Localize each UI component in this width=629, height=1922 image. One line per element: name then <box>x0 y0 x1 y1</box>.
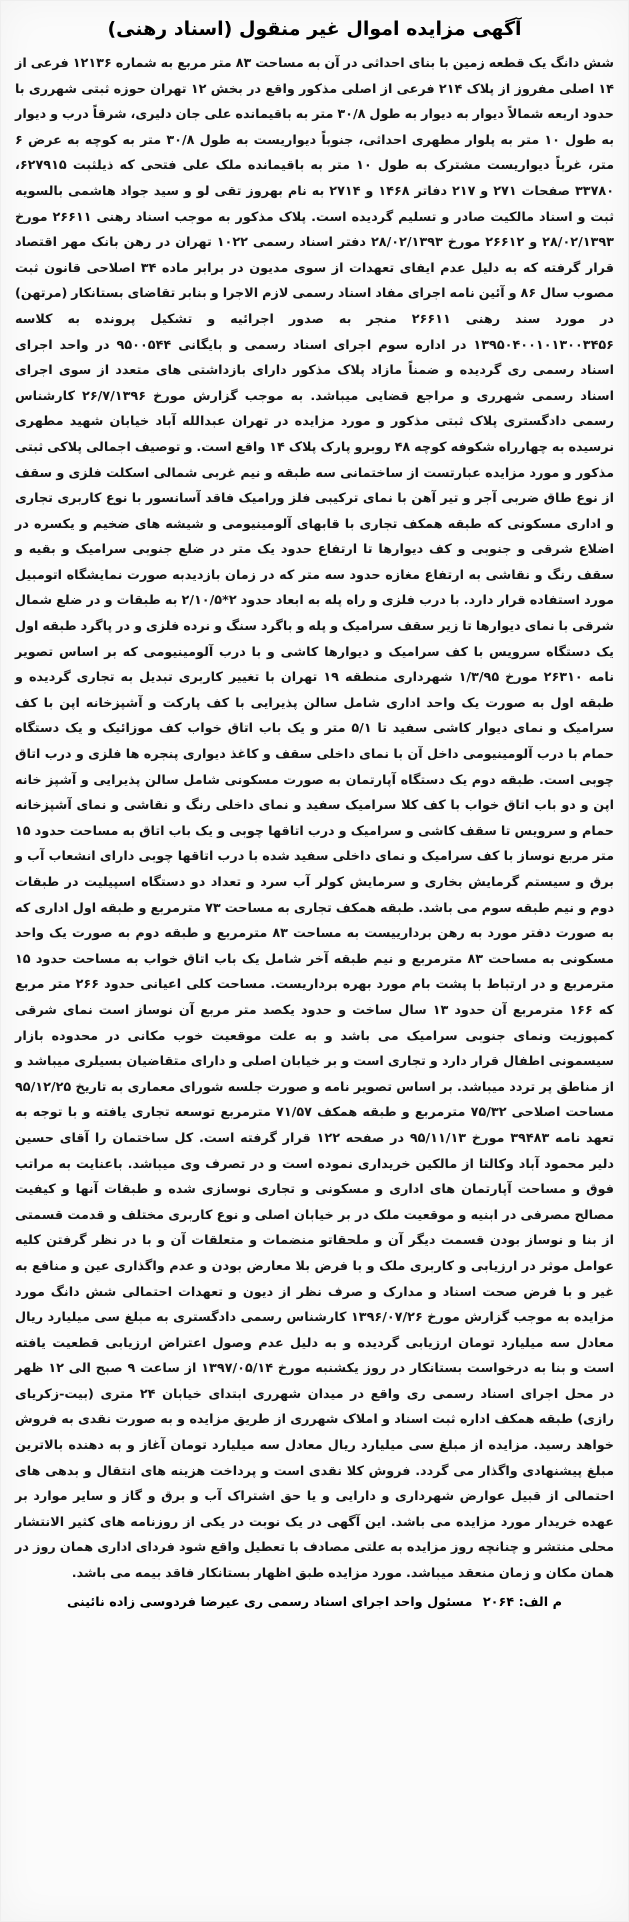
notice-signatory: مسئول واحد اجرای اسناد رسمی ری عیرضا فردوسی زاده نائینی <box>67 1594 473 1610</box>
notice-title: آگهی مزایده اموال غیر منقول (اسناد رهنی) <box>107 18 522 40</box>
notice-body: شش دانگ یک قطعه زمین با بنای احداثی در آن به مساحت ۸۳ متر مربع به شماره ۱۲۱۳۶ فرعی از ۱۴ اصلی مفروز از پلاک ۲۱۴ فرعی از اصلی مذکور واقع در بخش ۱۲ تهران حوزه ثبتی شهرری با حدود اربعه شمالاً دیوار به دیوار به طول ۳۰/۸ متر به باقیمانده علی جان دلیری، شرقاً درب و دیوار به طول ۱۰ متر به پلوار مطهری احداثی، جنوباً دیواریست به طول ۳۰/۸ متر به کوچه به عرض ۶ متر، غرباً دیواریست مشترک به طول ۱۰ متر به باقیمانده ملک علی فتحی که ذیلثبت ۶۲۷۹۱۵، ۳۳۷۸۰ صفحات ۲۷۱ و ۲۱۷ دفاتر ۱۴۶۸ و ۲۷۱۴ به نام بهروز تقی لو و سید جواد هاشمی بالسویه ثبت و اسناد مالکیت صادر و تسلیم گردیده است. پلاک مذکور به موجب اسناد رهنی ۲۶۶۱۱ مورخ ۲۸/۰۲/۱۳۹۳ و ۲۶۶۱۲ مورخ ۲۸/۰۲/۱۳۹۳ دفتر اسناد رسمی ۱۰۲۲ تهران در رهن بانک مهر اقتصاد قرار گرفته که به دلیل عدم ایفای تعهدات از سوی مدیون در برابر ماده ۳۴ اصلاحی قانون ثبت مصوب سال ۸۶ و آئین نامه اجرای مفاد اسناد رسمی لازم الاجرا و بنابر تقاضای بستانکار (مرتهن) در مورد سند رهنی ۲۶۶۱۱ منجر به صدور اجرائیه و تشکیل پرونده به کلاسه ۱۳۹۵۰۴۰۰۱۰۱۳۰۰۳۴۵۶ در اداره سوم اجرای اسناد رسمی و بایگانی ۹۵۰۰۵۴۴ در واحد اجرای اسناد رسمی ری گردیده و ضمناً مازاد پلاک مذکور دارای بازداشتی های متعدد از سوی اجرای اسناد رسمی شهرری و مراجع قضایی میباشد. به موجب گزارش مورخ ۲۶/۷/۱۳۹۶ کارشناس رسمی دادگستری پلاک ثبتی مذکور و مورد مزایده در تهران عبدالله آباد خیابان شهید مطهری نرسیده به چهارراه شکوفه کوچه ۴۸ روبرو پارک پلاک ۱۴ واقع است. و توصیف اجمالی پلاکی ثبتی مذکور و مورد مزایده عبارتست از ساختمانی سه طبقه و نیم غربی شمالی اسکلت فلزی و سقف از نوع طاق ضربی آجر و تیر آهن با نمای ترکیبی فلز ورامیک فاقد آسانسور با نوع کاربری تجاری و اداری مسکونی که طبقه همکف تجاری با قابهای آلومینیومی و شیشه های ضخیم و یکسره در اضلاع شرقی و جنوبی و کف دیوارها تا ارتفاع حدود یک متر در ضلع جنوبی سرامیک و بقیه و سقف رنگ و نقاشی به ارتفاع مغازه حدود سه متر که در زمان بازدیدبه صورت نمایشگاه اتومبیل مورد استفاده قرار دارد. با درب فلزی و راه پله به ابعاد حدود ۲*۲/۱۰/۵ به طبقات و در ضلع شمال شرقی با نمای دیوارها تا زیر سقف سرامیک و پله و باگرد سنگ و نرده فلزی و در پاگرد طبقه اول یک دستگاه سرویس با کف سرامیک و دیوارها کاشی و با درب آلومینیومی که بر اساس تصویر نامه ۲۶۳۱۰ مورخ ۱/۳/۹۵ شهرداری منطقه ۱۹ تهران با تغییر کاربری تبدیل به تجاری گردیده و طبقه اول به صورت یک واحد اداری شامل سالن پذیرایی با کف پارکت و آشپزخانه اپن با کف سرامیک و نمای دیوار کاشی سفید تا ۵/۱ متر و یک باب اتاق خواب کف موزائیک و یک دستگاه حمام با درب آلومینیومی داخل آن با نمای داخلی سقف و کاغذ دیواری پنجره ها فلزی و درب اتاق چوبی است. طبقه دوم یک دستگاه آپارتمان به صورت مسکونی شامل سالن پذیرایی و آشپز خانه اپن و دو باب اتاق خواب با کف کلا سرامیک سفید و نمای داخلی رنگ و نقاشی و نمای آشپزخانه حمام و سرویس تا سقف کاشی و سرامیک و درب اتاقها چوبی و یک باب اتاق به مساحت حدود ۱۵ متر مربع نوساز با کف سرامیک و نمای داخلی سفید شده با درب اتاقها چوبی دارای انشعاب آب و برق و سیستم گرمایش بخاری و سرمایش کولر آب سرد و تعداد دو دستگاه اسپیلیت در طبقات دوم و نیم طبقه سوم می باشد. طبقه همکف تجاری به مساحت ۷۳ مترمربع و طبقه اول اداری که به صورت دفتر مورد به رهن بردارییست به مساحت ۸۳ مترمربع و طبقه دوم به صورت یک واحد مسکونی به مساحت ۸۳ مترمربع و نیم طبقه آخر شامل یک باب اتاق خواب به مساحت حدود ۱۵ مترمربع و در ارتباط با پشت بام مورد بهره برداریست. مساحت کلی اعیانی حدود ۲۶۶ متر مربع که ۱۶۶ مترمربع آن حدود ۱۳ سال ساخت و حدود یکصد متر مربع آن نوساز است نمای شرقی کمپوزیت ونمای جنوبی سرامیک می باشد و به علت موقعیت خوب مکانی در محدوده بازار سیسمونی اطفال قرار دارد و تجاری است و بر خیابان اصلی و دارای متقاضیان بسیلری میباشد و از مناطق پر تردد میباشد. بر اساس تصویر نامه و صورت جلسه شورای معماری به تاریخ ۹۵/۱۲/۲۵ مساحت اصلاحی ۷۵/۳۲ مترمربع و طبقه همکف ۷۱/۵۷ مترمربع توسعه تجاری یافته و با توجه به تعهد نامه ۳۹۴۸۳ مورخ ۹۵/۱۱/۱۳ در صفحه ۱۲۲ قرار گرفته است. کل ساختمان را آقای حسین دلیر محمود آباد وکالتا از مالکین خریداری نموده است و در تصرف وی میباشد. باعنایت به مراتب فوق و مساحت آپارتمان های اداری و مسکونی و تجاری نوسازی شده و طبقات آنها و کیفیت مصالح مصرفی در ابنیه و موقعیت ملک در بر خیابان اصلی و نوع کاربری مختلف و قدمت قسمتی از بنا و نوساز بودن قسمت دیگر آن و ملحقاتو منضمات و متعلقات آن و با در نظر گرفتن کلیه عوامل موثر در ارزیابی و کاربری ملک و با فرض بلا معارض بودن و عدم واگذاری عین و منافع به غیر و با فرض صحت اسناد و مدارک و صرف نظر از دیون و تعهدات احتمالی شش دانگ مورد مزایده به موجب گزارش مورخ ۱۳۹۶/۰۷/۲۶ کارشناس رسمی دادگستری به مبلغ سی میلیارد ریال معادل سه میلیارد تومان ارزیابی گردیده و به دلیل عدم وصول اعتراض ارزیابی قطعیت یافته است و بنا به درخواست بستانکار در روز یکشنبه مورخ ۱۳۹۷/۰۵/۱۴ از ساعت ۹ صبح الی ۱۲ ظهر در محل اجرای اسناد رسمی ری واقع در میدان شهرری ابتدای خیابان ۲۴ متری (بیت-زکریای رازی) طبقه همکف اداره ثبت اسناد و املاک شهرری از طریق مزایده و به صورت نقدی به فروش خواهد رسید. مزایده از مبلغ سی میلیارد ریال معادل سه میلیارد تومان آغاز و به دهنده بالاترین مبلغ پیشنهادی واگذار می گردد. فروش کلا نقدی است و پرداخت هزینه های انتقال و بدهی های احتمالی از قبیل عوارض شهرداری و دارایی و یا حق اشتراک آب و برق و گاز و سایر موارد بر عهده خریدار مورد مزایده می باشد. این آگهی در یک نوبت در یکی از روزنامه های کثیر الانتشار محلی منتشر و چنانچه روز مزایده به علتی مصادف با تعطیل واقع شود فردای اداری همان روز در همان مکان و زمان منعقد میباشد. مورد مزایده طبق اظهار بستانکار فاقد بیمه می باشد. <box>15 56 615 1582</box>
notice-reference-code: م الف: ۲۰۶۴ <box>482 1594 562 1610</box>
notice-signature <box>15 1590 614 1615</box>
